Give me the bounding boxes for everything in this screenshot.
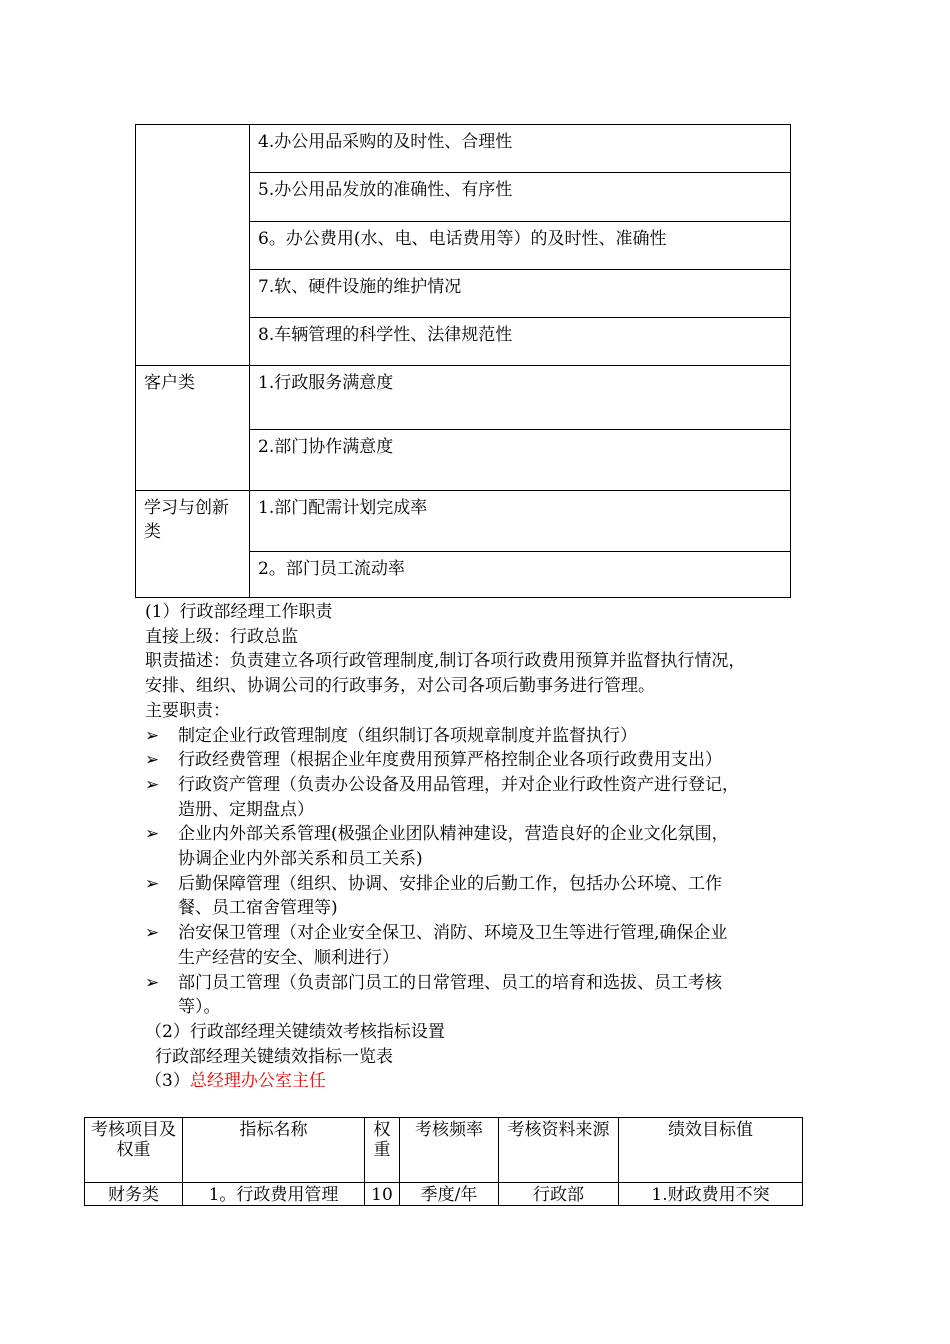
duty-text: 造册、定期盘点）	[178, 799, 314, 820]
category-cell-empty	[136, 125, 250, 366]
duty-text: 治安保卫管理（对企业安全保卫、消防、环境及卫生等进行管理,确保企业	[178, 923, 728, 944]
bullet-arrow-icon: ➢	[145, 725, 160, 746]
category-learning: 学习与创新类	[136, 491, 250, 598]
header-cell: 权重	[365, 1118, 400, 1183]
duty-text: 部门员工管理（负责部门员工的日常管理、员工的培育和选拔、员工考核	[178, 972, 722, 993]
kpi-item: 8.车辆管理的科学性、法律规范性	[250, 318, 791, 366]
duty-text: 后勤保障管理（组织、协调、安排企业的后勤工作，包括办公环境、工作	[178, 873, 722, 894]
table-cell: 财务类	[85, 1183, 183, 1206]
description-line: 职责描述：负责建立各项行政管理制度,制订各项行政费用预算并监督执行情况，	[145, 651, 746, 672]
bullet-arrow-icon: ➢	[145, 972, 160, 993]
duty-item	[145, 773, 825, 822]
table-cell: 行政部	[499, 1183, 619, 1206]
section-heading-2: （2）行政部经理关键绩效考核指标设置	[145, 1021, 445, 1042]
kpi-item: 7.软、硬件设施的维护情况	[250, 270, 791, 318]
table-cell: 1.财政费用不突	[619, 1183, 803, 1206]
table-cell: 季度/年	[400, 1183, 499, 1206]
duty-text: 行政经费管理（根据企业年度费用预算严格控制企业各项行政费用支出）	[178, 750, 722, 771]
kpi-item: 4.办公用品采购的及时性、合理性	[250, 125, 791, 173]
duties-section	[145, 600, 825, 1094]
kpi-item: 2.部门协作满意度	[250, 430, 791, 491]
bullet-arrow-icon: ➢	[145, 873, 160, 894]
duty-item	[145, 724, 825, 749]
section-heading-1: (1）行政部经理工作职责	[145, 602, 333, 622]
duty-item	[145, 822, 825, 871]
main-duties-label: 主要职责：	[145, 700, 230, 721]
duty-text: 生产经营的安全、顺利进行）	[178, 947, 399, 968]
duty-text: 企业内外部关系管理(极强企业团队精神建设，营造良好的企业文化氛围，	[178, 824, 729, 845]
table-cell: 1。行政费用管理	[183, 1183, 365, 1206]
duty-text: 制定企业行政管理制度（组织制订各项规章制度并监督执行）	[178, 725, 637, 746]
header-cell: 考核资料来源	[499, 1118, 619, 1183]
bullet-arrow-icon: ➢	[145, 824, 160, 845]
supervisor-line: 直接上级：行政总监	[145, 626, 298, 647]
duty-text: 等）。	[178, 997, 221, 1018]
description-line: 安排、组织、协调公司的行政事务，对公司各项后勤事务进行管理。	[145, 676, 655, 697]
kpi-item: 1.行政服务满意度	[250, 366, 791, 430]
duty-item	[145, 872, 825, 921]
kpi-item: 6。办公费用(水、电、电话费用等）的及时性、准确性	[250, 222, 791, 270]
section3-prefix: （3）	[145, 1071, 190, 1092]
duty-item	[145, 748, 825, 773]
section3-title: 总经理办公室主任	[189, 1071, 326, 1092]
bullet-arrow-icon: ➢	[145, 750, 160, 771]
kpi-table-top	[135, 124, 791, 598]
duty-item	[145, 971, 825, 1020]
duty-text: 协调企业内外部关系和员工关系)	[178, 849, 423, 870]
kpi-item: 5.办公用品发放的准确性、有序性	[250, 173, 791, 222]
list-title: 行政部经理关键绩效指标一览表	[155, 1046, 393, 1067]
kpi-item: 2。部门员工流动率	[250, 552, 791, 598]
bullet-arrow-icon: ➢	[145, 923, 160, 944]
header-cell: 考核项目及权重	[85, 1118, 183, 1183]
duty-text: 行政资产管理（负责办公设备及用品管理，并对企业行政性资产进行登记，	[178, 774, 739, 795]
duty-item	[145, 921, 825, 970]
kpi-table-bottom	[84, 1117, 803, 1206]
kpi-item: 1.部门配需计划完成率	[250, 491, 791, 552]
section-heading-3	[145, 1069, 825, 1094]
header-cell: 指标名称	[183, 1118, 365, 1183]
header-cell: 考核频率	[400, 1118, 499, 1183]
duty-text: 餐、员工宿舍管理等)	[178, 898, 338, 919]
bullet-arrow-icon: ➢	[145, 774, 160, 795]
category-customer: 客户类	[136, 366, 250, 491]
header-cell: 绩效目标值	[619, 1118, 803, 1183]
table-cell: 10	[365, 1183, 400, 1206]
